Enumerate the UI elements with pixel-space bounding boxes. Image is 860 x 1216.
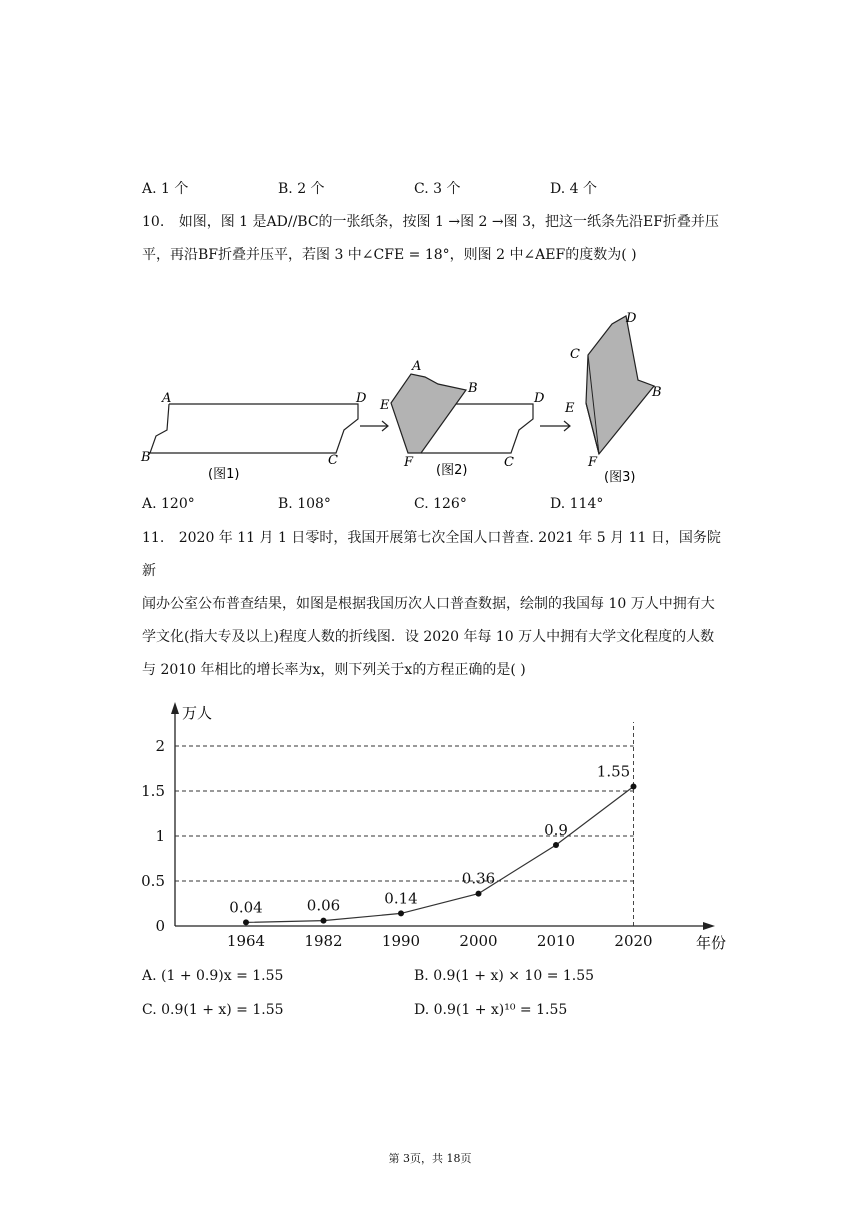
chart-xlabel: 年份: [696, 934, 727, 952]
fig3-point-b: B: [652, 385, 662, 400]
q10-text-line2: 平，再沿BF折叠并压平，若图 3 中∠CFE = 18°，则图 2 中∠AEF的度数为( ): [142, 247, 637, 263]
arrow-2: [540, 421, 570, 431]
y-axis-arrowhead: [171, 702, 179, 714]
data-point: [321, 918, 327, 924]
q10-option-d: D. 114°: [550, 496, 604, 512]
y-tick-label: 0.5: [141, 872, 165, 890]
population-education-chart: [130, 690, 750, 960]
q10-option-b: B. 108°: [278, 496, 331, 512]
data-label: 0.9: [544, 821, 568, 839]
x-tick-label: 2000: [459, 932, 498, 950]
data-point: [398, 910, 404, 916]
q10-option-a: A. 120°: [142, 496, 195, 512]
q11-text-line4: 与 2010 年相比的增长率为x，则下列关于x的方程正确的是( ): [142, 662, 526, 678]
data-label: 0.36: [461, 869, 496, 888]
fig1-caption: (图1): [208, 467, 240, 482]
q9-option-b: B. 2 个: [278, 181, 325, 197]
data-label: 0.14: [384, 889, 418, 908]
q9-option-a: A. 1 个: [142, 181, 189, 197]
q11-text-line3: 学文化(指大专及以上)程度人数的折线图．设 2020 年每 10 万人中拥有大学文化程度的人数: [142, 629, 715, 645]
data-label: 0.06: [306, 896, 341, 915]
chart-marks: [229, 763, 636, 926]
fig1-strip: [150, 404, 358, 453]
q11-text-line2: 闻办公室公布普查结果，如图是根据我国历次人口普查数据，绘制的我国每 10 万人中拥有大: [142, 596, 715, 612]
q11-line1: [142, 522, 732, 588]
fig2-point-d: D: [534, 391, 545, 406]
x-tick-label: 1990: [381, 932, 421, 950]
q10-text-line1: 如图，图 1 是AD//BC的一张纸条，按图 1 →图 2 →图 3，把这一纸条先沿EF折叠并压: [178, 214, 719, 230]
fig2-point-a: A: [412, 359, 422, 374]
fig3-point-d: D: [626, 311, 637, 326]
q11-stem: [142, 522, 732, 687]
x-tick-label: 2020: [614, 932, 653, 950]
y-tick-label: 1.5: [141, 782, 165, 800]
fig3-point-e: E: [565, 401, 575, 416]
fig2-point-b: B: [468, 381, 478, 396]
page-footer: 第 3页，共 18页: [388, 1152, 472, 1165]
q9-option-c: C. 3 个: [414, 181, 461, 197]
q10-number: 10.: [142, 214, 165, 230]
chart-axes: [141, 702, 715, 950]
fig3-point-f: F: [588, 455, 598, 470]
q11-option-b: B. 0.9(1 + x) × 10 = 1.55: [414, 968, 595, 984]
data-point: [243, 919, 249, 925]
data-point: [631, 784, 637, 790]
q9-option-d: D. 4 个: [550, 181, 597, 197]
y-tick-label: 1: [155, 827, 165, 845]
q11-text-line1: 2020 年 11 月 1 日零时，我国开展第七次全国人口普查. 2021 年 5 月 11 日，国务院新: [142, 530, 721, 579]
chart-ylabel: 万人: [182, 704, 213, 722]
data-label: 1.55: [596, 762, 631, 781]
fig2-caption: (图2): [436, 463, 468, 478]
x-axis-arrowhead: [703, 922, 715, 930]
fig1-point-b: B: [141, 450, 151, 465]
q11-option-c: C. 0.9(1 + x) = 1.55: [142, 1002, 284, 1018]
q11-option-a: A. (1 + 0.9)x = 1.55: [142, 968, 284, 984]
data-label: 0.04: [229, 898, 263, 917]
fig1-point-a: A: [162, 391, 172, 406]
y-tick-label: 2: [155, 737, 165, 755]
q11-number: 11.: [142, 530, 165, 546]
fig3-point-c: C: [570, 347, 580, 362]
series-line: [246, 787, 634, 923]
fig2-folded-flap: [391, 374, 466, 453]
fig2-point-e: E: [380, 398, 390, 413]
fig1-point-d: D: [356, 391, 367, 406]
q10-stem: [142, 206, 732, 272]
q10-figure: [138, 306, 698, 496]
x-tick-label: 2010: [536, 932, 576, 950]
x-tick-label: 1982: [304, 932, 343, 950]
y-tick-label: 0: [155, 917, 165, 935]
fig3-caption: (图3): [604, 470, 636, 485]
q11-option-d: D. 0.9(1 + x)¹⁰ = 1.55: [414, 1002, 568, 1018]
q10-line1: [142, 206, 732, 239]
fig2-point-f: F: [404, 455, 414, 470]
data-point: [553, 842, 559, 848]
fig2-point-c: C: [504, 455, 514, 470]
arrow-1: [360, 421, 388, 431]
data-point: [476, 891, 482, 897]
x-tick-label: 1964: [226, 932, 266, 950]
fig1-point-c: C: [328, 453, 338, 468]
q10-option-c: C. 126°: [414, 496, 467, 512]
